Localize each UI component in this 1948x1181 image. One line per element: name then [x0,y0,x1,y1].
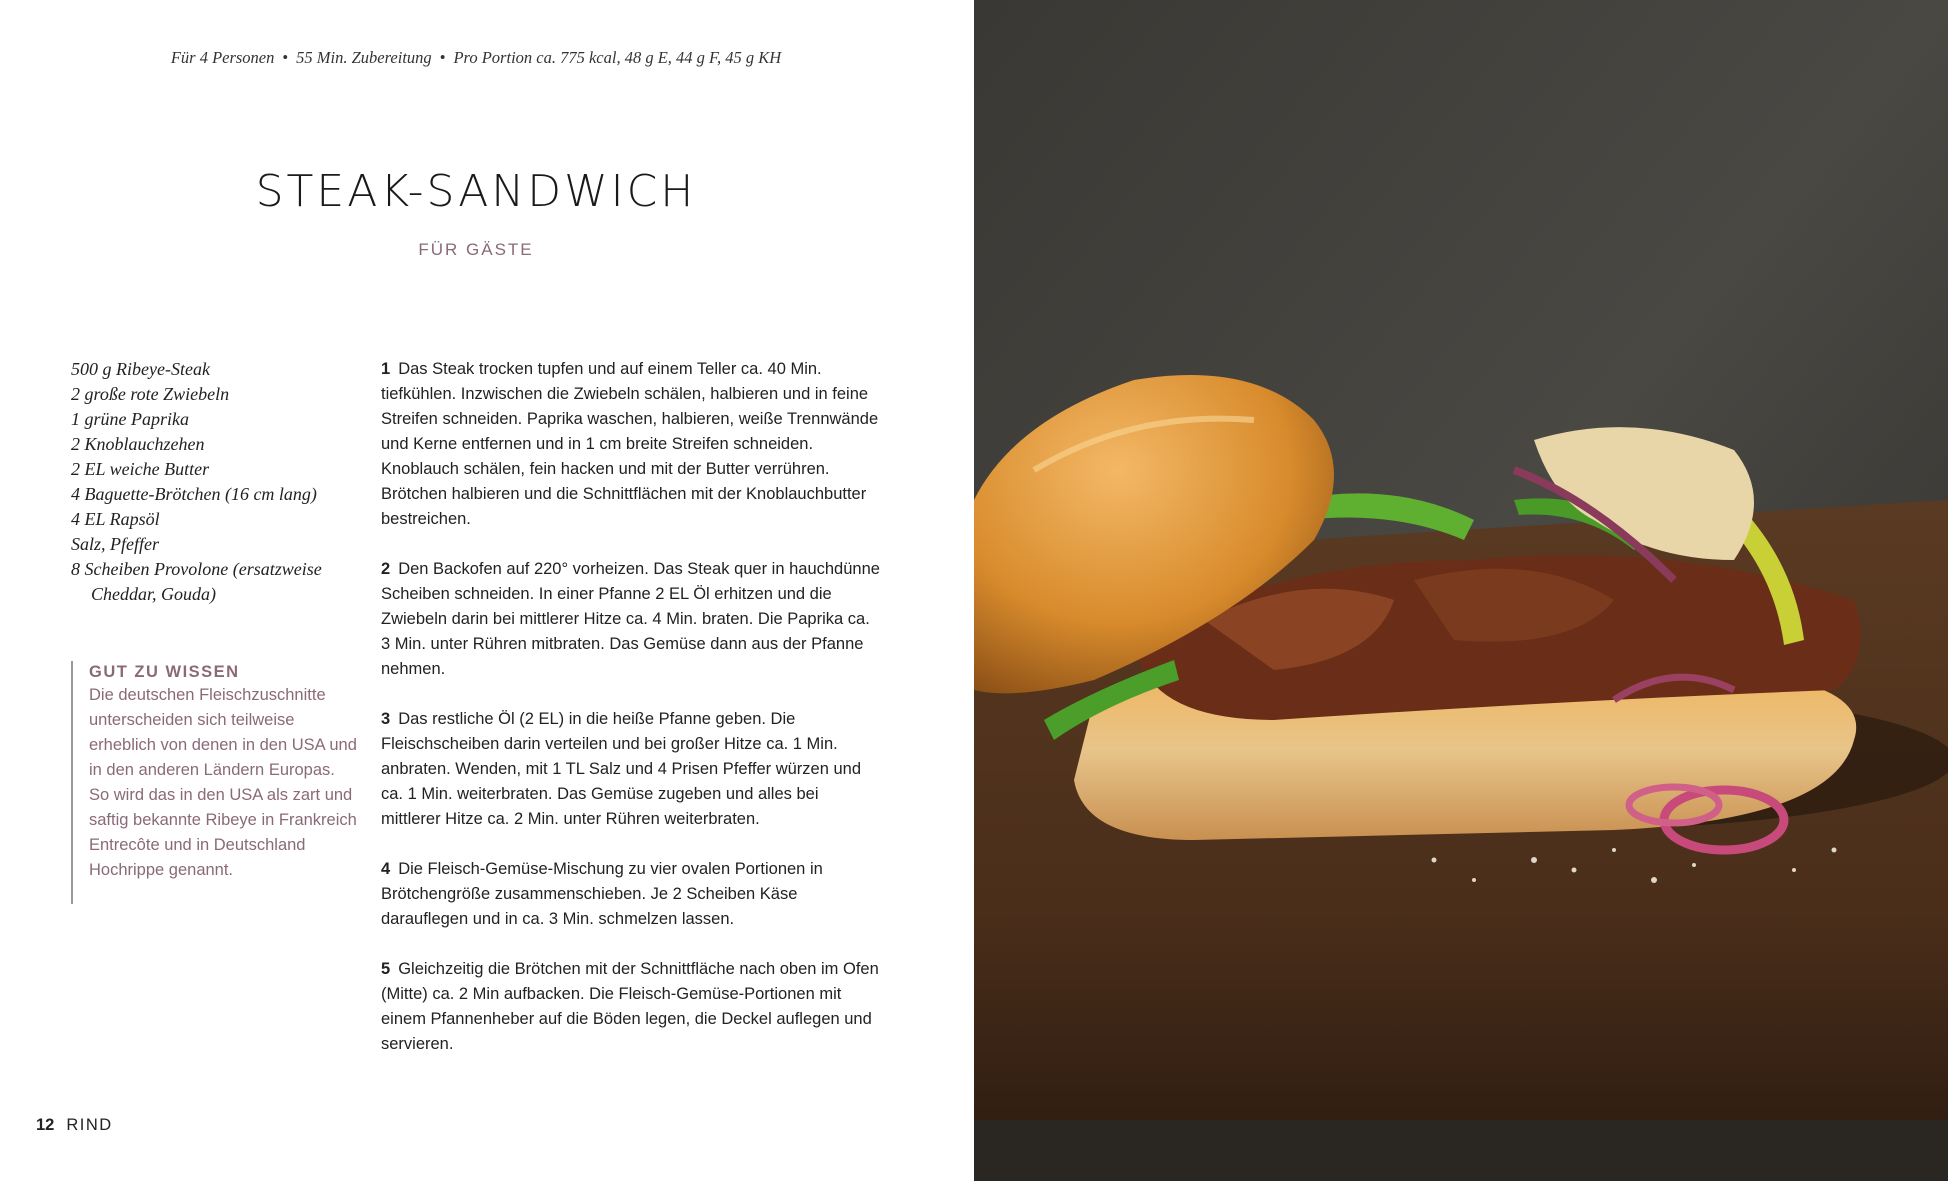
recipe-title: STEAK-SANDWICH [255,166,697,217]
section-name: RIND [66,1116,113,1134]
step-3 [381,707,881,832]
board-edge [974,1120,1948,1181]
separator-dot: • [282,48,289,67]
page-number: 12 [36,1116,55,1134]
step-4 [381,857,881,932]
ingredient-item: 500 g Ribeye-Steak [71,359,210,379]
ingredient-item: 4 EL Rapsöl [71,509,160,529]
tip-box [71,661,359,904]
ingredient-item: 2 Knoblauchzehen [71,434,205,454]
step-text: Die Fleisch-Gemüse-Mischung zu vier ovalen Portionen in Brötchengröße zusammenschieben. Je 2 Scheiben Käse darauflegen und in ca. 3 Min. schmelzen lassen. [381,860,823,928]
ingredient-item: 2 EL weiche Butter [71,459,210,479]
ingredient-list [71,357,351,607]
step-2 [381,557,881,682]
separator-dot: • [439,48,446,67]
step-text: Das restliche Öl (2 EL) in die heiße Pfanne geben. Die Fleischscheiben darin verteilen und bei großer Hitze ca. 1 Min. anbraten. Wenden, mit 1 TL Salz und 4 Prisen Pfeffer würzen und ca. 1 Min. weiterbraten. Das Gemüse zugeben und alles bei mittlerer Hitze ca. 2 Min. unter Rühren weiterbraten. [381,710,862,828]
nutrition-info: Pro Portion ca. 775 kcal, 48 g E, 44 g F, 45 g KH [453,48,782,67]
ingredient-item: Salz, Pfeffer [71,534,159,554]
ingredient-item: 2 große rote Zwiebeln [71,384,230,404]
tip-heading: GUT ZU WISSEN [89,663,240,681]
ingredient-item: 8 Scheiben Provolone (ersatzweise [71,559,322,579]
step-number: 1 [381,360,391,378]
ingredient-item: 4 Baguette-Brötchen (16 cm lang) [71,484,317,504]
step-text: Den Backofen auf 220° vorheizen. Das Steak quer in hauchdünne Scheiben schneiden. In einer Pfanne 2 EL Öl erhitzen und die Zwiebeln darin bei mittlerer Hitze ca. 4 Min. braten. Die Paprika ca. 3 Min. unter Rühren mitbraten. Das Gemüse dann aus der Pfanne nehmen. [381,560,880,678]
step-1 [381,357,881,532]
step-number: 3 [381,710,391,728]
recipe-subtitle: FÜR GÄSTE [418,240,534,259]
sandwich-illustration [974,0,1948,1181]
tip-text: Die deutschen Fleischzuschnitte unterscheiden sich teilweise erheblich von denen in den USA und in den anderen Ländern Europas. So wird das in den USA als zart und saftig bekannte Ribeye in Frankreich Entrecôte und in Deutschland Hochrippe genannt. [89,686,357,879]
step-number: 2 [381,560,391,578]
page-footer [36,1116,113,1135]
ingredient-item-continuation: Cheddar, Gouda) [91,584,216,604]
step-number: 5 [381,960,391,978]
prep-time: 55 Min. Zubereitung [296,48,432,67]
step-text: Gleichzeitig die Brötchen mit der Schnittfläche nach oben im Ofen (Mitte) ca. 2 Min aufbacken. Die Fleisch-Gemüse-Portionen mit einem Pfannenheber auf die Böden legen, die Deckel auflegen und servieren. [381,960,879,1053]
sandwich-photo [974,0,1948,1181]
step-text: Das Steak trocken tupfen und auf einem Teller ca. 40 Min. tiefkühlen. Inzwischen die Zwiebeln schälen, halbieren und in feine Streifen schneiden. Paprika waschen, halbieren, weiße Trennwände und Kerne entfernen und in 1 cm breite Streifen schneiden. Knoblauch schälen, fein hacken und mit der Butter verrühren. Brötchen halbieren und die Schnittflächen mit der Knoblauchbutter bestreichen. [381,360,879,528]
step-number: 4 [381,860,391,878]
servings: Für 4 Personen [170,48,275,67]
recipe-meta [0,48,952,68]
step-5 [381,957,881,1057]
instruction-steps [381,357,881,1082]
ingredient-item: 1 grüne Paprika [71,409,189,429]
